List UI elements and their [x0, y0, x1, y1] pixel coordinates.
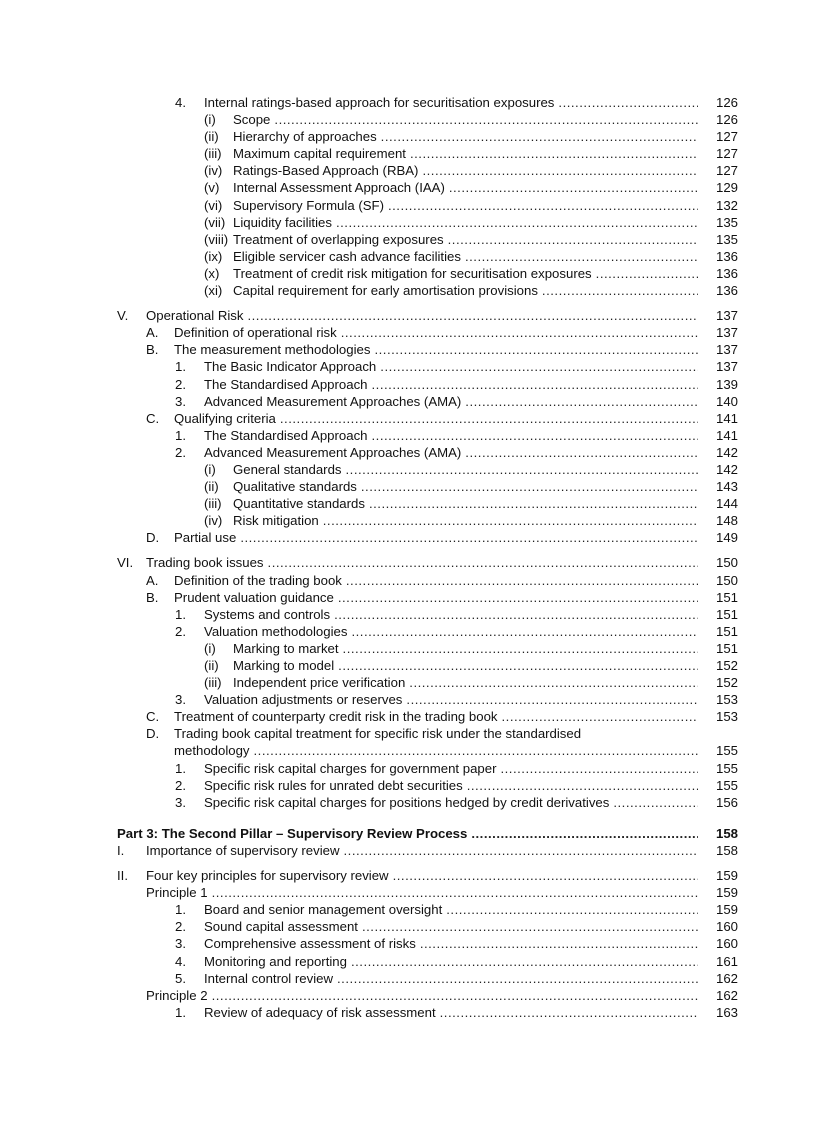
toc-entry-title: Treatment of counterparty credit risk in the trading book: [174, 709, 498, 725]
toc-leader-dots: [381, 128, 698, 145]
toc-entry: [0, 529, 816, 546]
toc-leader-dots: [410, 145, 698, 162]
toc-entry-page: 142: [715, 444, 738, 460]
toc-entry-page: 126: [715, 112, 738, 128]
toc-leader-dots: [448, 231, 698, 248]
toc-entry-title: Valuation methodologies: [204, 623, 348, 639]
toc-entry-number: (ii): [204, 129, 219, 145]
toc-entry-title: Definition of the trading book: [174, 572, 342, 588]
toc-entry: [0, 742, 816, 759]
toc-entry: [0, 341, 816, 358]
toc-entry: [0, 918, 816, 935]
toc-entry-number: 1.: [175, 760, 186, 776]
toc-entry-page: 136: [715, 248, 738, 264]
toc-entry-page: 135: [715, 231, 738, 247]
toc-entry-number: C.: [146, 410, 160, 426]
toc-entry-page: 139: [715, 376, 738, 392]
toc-entry-number: 2.: [175, 919, 186, 935]
toc-leader-dots: [465, 444, 698, 461]
toc-entry-page: 153: [715, 709, 738, 725]
toc-entry-title: Internal Assessment Approach (IAA): [233, 180, 445, 196]
toc-entry: [0, 1004, 816, 1021]
toc-leader-dots: [542, 282, 698, 299]
toc-entry-number: C.: [146, 709, 160, 725]
toc-entry: [0, 953, 816, 970]
toc-leader-dots: [465, 393, 698, 410]
toc-entry-page: 148: [715, 513, 738, 529]
toc-entry-title: Quantitative standards: [233, 496, 365, 512]
toc-entry-page: 155: [715, 760, 738, 776]
toc-entry-page: 163: [715, 1004, 738, 1020]
toc-entry-page: 160: [715, 936, 738, 952]
toc-leader-dots: [247, 307, 698, 324]
toc-leader-dots: [361, 478, 698, 495]
toc-entry-page: 159: [715, 868, 738, 884]
toc-entry-title: Maximum capital requirement: [233, 146, 406, 162]
toc-entry-number: (xi): [204, 283, 223, 299]
toc-entry-number: (x): [204, 265, 220, 281]
toc-leader-dots: [346, 461, 699, 478]
toc-entry-page: 161: [715, 953, 738, 969]
toc-entry-page: 127: [715, 163, 738, 179]
toc-entry-page: 153: [715, 692, 738, 708]
toc-entry-title: The Basic Indicator Approach: [204, 359, 377, 375]
toc-entry-number: VI.: [117, 555, 134, 571]
toc-entry-number: B.: [146, 589, 159, 605]
toc-entry: [0, 708, 816, 725]
toc-leader-dots: [341, 324, 698, 341]
toc-entry-number: 3.: [175, 936, 186, 952]
toc-leader-dots: [338, 657, 698, 674]
toc-entry: [0, 461, 816, 478]
toc-leader-dots: [502, 708, 699, 725]
toc-entry: [0, 307, 816, 324]
toc-entry: [0, 725, 816, 742]
toc-entry: [0, 231, 816, 248]
toc-entry-number: 3.: [175, 692, 186, 708]
toc-entry-number: (iii): [204, 496, 222, 512]
toc-leader-dots: [369, 495, 698, 512]
toc-entry: [0, 197, 816, 214]
toc-entry-number: 1.: [175, 427, 186, 443]
toc-leader-dots: [596, 265, 698, 282]
toc-entry-page: 135: [715, 214, 738, 230]
toc-leader-dots: [374, 341, 698, 358]
toc-entry: [0, 162, 816, 179]
toc-entry-page: 136: [715, 283, 738, 299]
toc-entry-page: 150: [715, 572, 738, 588]
toc-entry-number: D.: [146, 530, 160, 546]
toc-leader-dots: [323, 512, 698, 529]
toc-entry-page: 127: [715, 129, 738, 145]
toc-entry: [0, 478, 816, 495]
toc-leader-dots: [388, 197, 698, 214]
toc-leader-dots: [212, 884, 698, 901]
toc-leader-dots: [465, 248, 698, 265]
toc-leader-dots: [274, 111, 698, 128]
toc-leader-dots: [338, 589, 698, 606]
toc-entry-title: Supervisory Formula (SF): [233, 197, 384, 213]
toc-entry-title: Internal ratings-based approach for securitisation exposures: [204, 95, 555, 110]
toc-entry-number: 2.: [175, 623, 186, 639]
toc-entry-page: 149: [715, 530, 738, 546]
toc-entry-title: Specific risk capital charges for positions hedged by credit derivatives: [204, 794, 610, 810]
toc-entry-title: Sound capital assessment: [204, 919, 358, 935]
toc-entry-page: 132: [715, 197, 738, 213]
toc-entry-page: 141: [715, 427, 738, 443]
toc-entry-title: Definition of operational risk: [174, 325, 337, 341]
toc-entry-page: 155: [715, 743, 738, 759]
toc-entry-title: Capital requirement for early amortisation provisions: [233, 283, 538, 299]
toc-entry-number: 1.: [175, 1004, 186, 1020]
toc-entry-number: 2.: [175, 376, 186, 392]
toc-entry-page: 151: [715, 640, 738, 656]
toc-entry-title: Independent price verification: [233, 675, 406, 691]
toc-entry-title: Importance of supervisory review: [146, 842, 340, 858]
toc-entry: [0, 444, 816, 461]
toc-entry-title: The measurement methodologies: [174, 342, 371, 358]
toc-entry-page: 136: [715, 265, 738, 281]
toc-leader-dots: [380, 358, 698, 375]
toc-leader-dots: [362, 918, 698, 935]
toc-leader-dots: [337, 970, 698, 987]
toc-entry-number: 3.: [175, 794, 186, 810]
toc-entry-page: 137: [715, 308, 738, 324]
toc-entry-title: Risk mitigation: [233, 513, 319, 529]
toc-entry: [0, 589, 816, 606]
toc-entry: [0, 265, 816, 282]
toc-entry-page: 150: [715, 555, 738, 571]
toc-entry-title: Liquidity facilities: [233, 214, 332, 230]
toc-entry-title: Advanced Measurement Approaches (AMA): [204, 393, 462, 409]
toc-entry: [0, 640, 816, 657]
toc-entry: [0, 94, 816, 111]
toc-entry-page: 159: [715, 902, 738, 918]
toc-entry-number: A.: [146, 325, 159, 341]
toc-entry-number: (viii): [204, 231, 229, 247]
toc-entry-number: (vii): [204, 214, 226, 230]
toc-leader-dots: [420, 935, 698, 952]
toc-entry-number: B.: [146, 342, 159, 358]
toc-entry-title: The Standardised Approach: [204, 376, 368, 392]
toc-entry-title: Marking to market: [233, 640, 339, 656]
toc-entry: [0, 867, 816, 884]
toc-leader-dots: [393, 867, 698, 884]
toc-entry-number: (iv): [204, 513, 223, 529]
toc-entry-title: Advanced Measurement Approaches (AMA): [204, 444, 462, 460]
toc-entry-page: 152: [715, 675, 738, 691]
toc-entry-title: Marking to model: [233, 658, 335, 673]
toc-leader-dots: [280, 410, 698, 427]
toc-entry-title: Qualitative standards: [233, 479, 357, 495]
toc-entry-page: 129: [715, 180, 738, 196]
toc-entry-page: 151: [715, 589, 738, 605]
toc-entry-title: Prudent valuation guidance: [174, 589, 334, 605]
toc-entry-number: 1.: [175, 606, 186, 622]
toc-entry-title: Comprehensive assessment of risks: [204, 936, 416, 952]
toc-entry: [0, 901, 816, 918]
toc-entry-number: (iii): [204, 146, 222, 162]
toc-entry-page: 160: [715, 919, 738, 935]
toc-entry-number: 2.: [175, 444, 186, 460]
toc-entry-page: 158: [715, 842, 738, 858]
toc-entry-title: Board and senior management oversight: [204, 902, 443, 918]
toc-entry: [0, 393, 816, 410]
toc-entry-number: II.: [117, 868, 128, 884]
toc-entry-title: Hierarchy of approaches: [233, 129, 377, 145]
toc-entry-number: 1.: [175, 902, 186, 918]
toc-leader-dots: [446, 901, 698, 918]
toc-leader-dots: [372, 376, 699, 393]
toc-entry: [0, 691, 816, 708]
toc-entry: [0, 111, 816, 128]
toc-entry: [0, 554, 816, 571]
toc-entry-page: 143: [715, 479, 738, 495]
toc-entry-page: 137: [715, 342, 738, 358]
toc-entry: [0, 987, 816, 1004]
toc-entry-page: 140: [715, 393, 738, 409]
toc-entry-title: Treatment of overlapping exposures: [233, 231, 444, 247]
toc-entry-title: Internal control review: [204, 970, 334, 986]
toc-entry-number: 1.: [175, 359, 186, 375]
toc-entry-title: Principle 2: [146, 987, 208, 1003]
toc-entry: [0, 657, 816, 674]
toc-leader-dots: [613, 794, 698, 811]
toc-entry: [0, 674, 816, 691]
toc-entry: [0, 128, 816, 145]
toc-entry-title: Part 3: The Second Pillar – Supervisory Review Process: [117, 825, 468, 841]
toc-entry: [0, 777, 816, 794]
toc-entry-title: Scope: [233, 112, 271, 128]
toc-entry: [0, 324, 816, 341]
toc-entry-title: Specific risk rules for unrated debt securities: [204, 777, 463, 793]
toc-leader-dots: [467, 777, 698, 794]
toc-leader-dots: [346, 572, 698, 589]
toc-entry: [0, 512, 816, 529]
toc-entry-page: 151: [715, 606, 738, 622]
toc-entry: [0, 794, 816, 811]
toc-leader-dots: [471, 825, 698, 842]
toc-leader-dots: [440, 1004, 698, 1021]
toc-leader-dots: [422, 162, 698, 179]
toc-entry-title: methodology: [174, 743, 250, 759]
toc-leader-dots: [343, 640, 698, 657]
toc-entry: [0, 970, 816, 987]
toc-entry-page: 155: [715, 777, 738, 793]
toc-entry-number: (ii): [204, 479, 219, 495]
toc-entry-number: D.: [146, 726, 160, 742]
toc-leader-dots: [351, 623, 698, 640]
toc-entry-number: (ix): [204, 248, 223, 264]
toc-entry-title: Treatment of credit risk mitigation for securitisation exposures: [233, 265, 592, 281]
toc-entry-title: The Standardised Approach: [204, 427, 368, 443]
toc-leader-dots: [351, 953, 698, 970]
toc-entry: [0, 842, 816, 859]
toc-entry-page: 142: [715, 461, 738, 477]
toc-entry: [0, 760, 816, 777]
toc-leader-dots: [406, 691, 698, 708]
toc-entry-title: Specific risk capital charges for government paper: [204, 760, 497, 776]
toc-entry-title: Systems and controls: [204, 606, 331, 622]
toc-entry-page: 141: [715, 410, 738, 426]
toc-entry-number: (vi): [204, 197, 223, 213]
toc-entry: [0, 145, 816, 162]
toc-entry: [0, 282, 816, 299]
toc-entry-number: I.: [117, 842, 125, 858]
toc-entry-number: A.: [146, 572, 159, 588]
toc-leader-dots: [336, 214, 698, 231]
toc-leader-dots: [240, 529, 698, 546]
toc-entry-page: 156: [715, 794, 738, 810]
toc-entry: [0, 248, 816, 265]
toc-entry-title: Trading book capital treatment for specific risk under the standardised: [174, 726, 582, 742]
toc-entry: [0, 623, 816, 640]
toc-entry-number: (ii): [204, 658, 219, 673]
toc-entry: [0, 179, 816, 196]
toc-leader-dots: [212, 987, 698, 1004]
toc-entry-number: (i): [204, 461, 216, 477]
toc-leader-dots: [254, 742, 698, 759]
toc-leader-dots: [449, 179, 698, 196]
toc-entry-number: (v): [204, 180, 220, 196]
toc-entry-number: (iv): [204, 163, 223, 179]
toc-entry-title: Eligible servicer cash advance facilities: [233, 248, 461, 264]
toc-entry: [0, 606, 816, 623]
toc-entry-page: 158: [715, 825, 738, 841]
toc-entry: [0, 214, 816, 231]
toc-entry-page: 137: [715, 325, 738, 341]
toc-leader-dots: [334, 606, 698, 623]
toc-entry: [0, 410, 816, 427]
toc-entry-title: Trading book issues: [146, 555, 264, 571]
toc-entry-page: 151: [715, 623, 738, 639]
toc-entry-title: Four key principles for supervisory review: [146, 868, 389, 884]
toc-entry: [0, 884, 816, 901]
toc-entry-number: (i): [204, 640, 216, 656]
toc-entry-page: 137: [715, 359, 738, 375]
toc-entry: [0, 358, 816, 375]
toc-entry-title: Ratings-Based Approach (RBA): [233, 163, 419, 179]
toc-leader-dots: [409, 674, 698, 691]
toc-entry-title: Valuation adjustments or reserves: [204, 692, 403, 708]
toc-leader-dots: [268, 554, 698, 571]
toc-entry-number: 4.: [175, 95, 186, 110]
toc-leader-dots: [558, 94, 698, 111]
toc-entry-page: 152: [715, 658, 738, 673]
toc-entry-title: Principle 1: [146, 885, 208, 901]
toc-entry-title: Qualifying criteria: [174, 410, 276, 426]
table-of-contents: [0, 94, 816, 1021]
toc-entry-number: V.: [117, 308, 129, 324]
toc-entry: [0, 495, 816, 512]
toc-entry-title: General standards: [233, 461, 342, 477]
toc-leader-dots: [344, 842, 699, 859]
toc-leader-dots: [372, 427, 699, 444]
toc-entry-number: (iii): [204, 675, 222, 691]
toc-entry: [0, 572, 816, 589]
toc-entry-page: 127: [715, 146, 738, 162]
toc-entry-page: 162: [715, 987, 738, 1003]
toc-entry-title: Operational Risk: [146, 308, 244, 324]
toc-entry-number: (i): [204, 112, 216, 128]
toc-entry: [0, 427, 816, 444]
toc-entry-title: Monitoring and reporting: [204, 953, 347, 969]
toc-entry: [0, 825, 816, 842]
toc-entry-page: 126: [715, 95, 738, 110]
toc-entry-number: 2.: [175, 777, 186, 793]
toc-entry-page: 159: [715, 885, 738, 901]
toc-entry-title: Review of adequacy of risk assessment: [204, 1004, 436, 1020]
toc-leader-dots: [500, 760, 698, 777]
toc-entry-number: 4.: [175, 953, 186, 969]
toc-entry-title: Partial use: [174, 530, 237, 546]
toc-entry: [0, 376, 816, 393]
toc-entry-number: 3.: [175, 393, 186, 409]
toc-entry-number: 5.: [175, 970, 186, 986]
toc-entry-page: 162: [715, 970, 738, 986]
toc-entry: [0, 935, 816, 952]
toc-entry-page: 144: [715, 496, 738, 512]
